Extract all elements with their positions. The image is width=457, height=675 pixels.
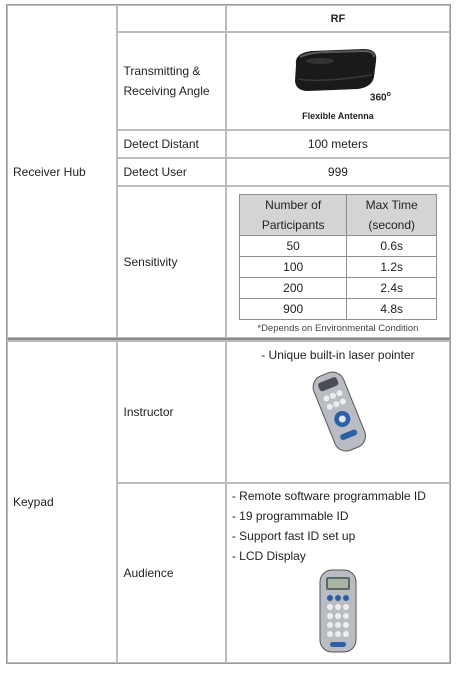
- audience-features: [232, 486, 444, 566]
- users-value: 999: [226, 158, 450, 186]
- distance-value: 100 meters: [226, 130, 450, 158]
- sensitivity-table: [239, 194, 437, 320]
- sens-time: 0.6s: [347, 235, 436, 256]
- sens-header-participants: Number of Participants: [239, 194, 347, 235]
- list-item: - 19 programmable ID: [231, 509, 349, 523]
- sens-header-time: Max Time (second): [347, 194, 436, 235]
- instructor-label: Instructor: [117, 341, 225, 483]
- sens-time: 2.4s: [347, 277, 436, 298]
- instructor-cell: [226, 341, 450, 483]
- antenna-caption: Flexible Antenna: [302, 111, 374, 121]
- table-row: [239, 298, 436, 319]
- table-row: [239, 277, 436, 298]
- sensitivity-label: Sensitivity: [117, 186, 225, 338]
- receiver-hub-figure: [238, 35, 438, 127]
- receiver-hub-image: [290, 43, 380, 95]
- list-item: - Remote software programmable ID: [231, 489, 426, 503]
- sensitivity-note: *Depends on Environmental Condition: [257, 322, 419, 334]
- users-label: Detect User: [117, 158, 225, 186]
- sens-time: 1.2s: [347, 256, 436, 277]
- angle-label-line1: Transmitting &: [123, 64, 201, 78]
- angle-label-line2: Receiving Angle: [123, 84, 210, 98]
- list-item: - Support fast ID set up: [231, 529, 356, 543]
- header-blank-cell: [117, 5, 225, 32]
- spec-table: [6, 4, 451, 664]
- audience-remote-image: [308, 568, 368, 654]
- angle-label: [117, 32, 225, 130]
- angle-degree: 360$^o$: [369, 91, 391, 104]
- sens-participants: 200: [239, 277, 347, 298]
- audience-cell: [226, 483, 450, 663]
- sens-participants: 50: [239, 235, 347, 256]
- sens-participants: 100: [239, 256, 347, 277]
- angle-cell: [226, 32, 450, 130]
- sens-participants: 900: [239, 298, 347, 319]
- section-label-keypad: Keypad: [7, 341, 117, 663]
- distance-label: Detect Distant: [117, 130, 225, 158]
- section-label-receiver-hub: Receiver Hub: [7, 5, 117, 338]
- header-rf: RF: [226, 5, 450, 32]
- table-row: [239, 235, 436, 256]
- instructor-feature: - Unique built-in laser pointer: [261, 348, 415, 362]
- audience-label: Audience: [117, 483, 225, 663]
- table-row: [239, 256, 436, 277]
- instructor-remote-image: [303, 368, 373, 454]
- sens-time: 4.8s: [347, 298, 436, 319]
- list-item: - LCD Display: [231, 549, 306, 563]
- sensitivity-cell: [226, 186, 450, 338]
